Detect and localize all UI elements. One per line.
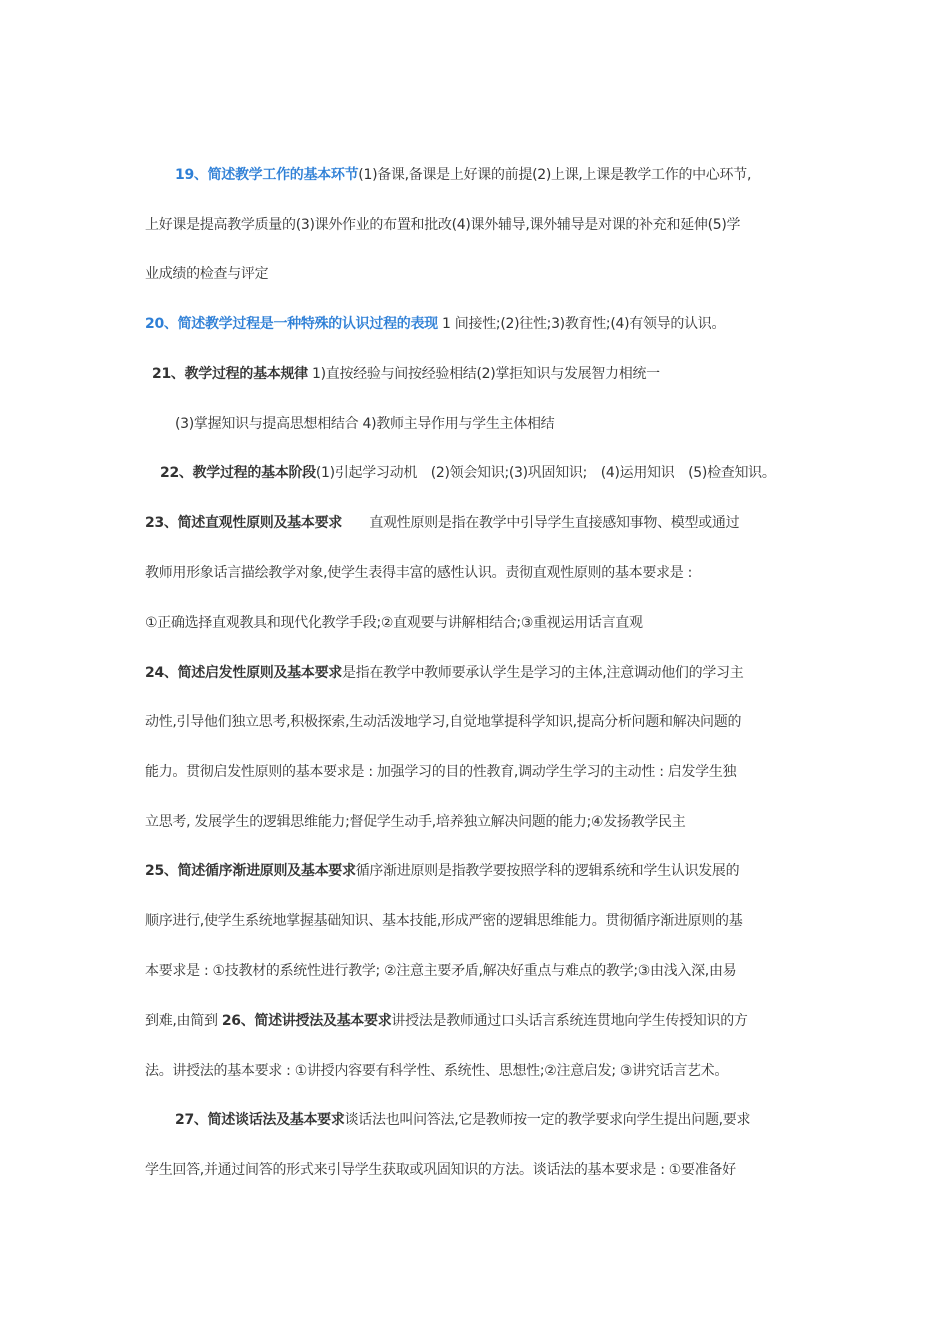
text-line: [160, 463, 776, 483]
line-text: 1 间接性;(2)往性;3)教育性;(4)有领导的认识。: [437, 316, 726, 332]
text-line: [145, 663, 743, 683]
line-text: 循序渐进原则是指教学要按照学科的逻辑系统和学生认识发展的: [355, 863, 740, 879]
line-text: 教师用形象话言描绘教学对象,使学生表得丰富的感性认识。责彻直观性原则的基本要求是 :: [145, 565, 693, 581]
heading-22: 22、教学过程的基本阶段: [160, 465, 316, 481]
text-line: [145, 314, 725, 334]
line-text: (1)引起学习动机 (2)领会知识;(3)巩固知识; (4)运用知识 (5)检查知识。: [315, 465, 776, 481]
heading-25: 25、简述循序渐进原则及基本要求: [145, 863, 356, 879]
line-text: 动性,引导他们独立思考,积极探索,生动活泼地学习,自觉地掌提科学知识,提高分析问题和解决问题的: [145, 714, 742, 730]
text-line: [145, 215, 740, 235]
line-text: (1)备课,备课是上好课的前提(2)上课,上课是教学工作的中心环节,: [358, 167, 752, 183]
line-text: (3)掌握知识与提高思想相结合 4)教师主导作用与学生主体相结: [175, 416, 555, 432]
line-text: 业成绩的检查与评定: [145, 266, 269, 282]
line-text: 本要求是 : ①技教材的系统性进行教学; ②注意主要矛盾,解决好重点与难点的教学;③由浅入深,由易: [145, 963, 737, 979]
heading-26: 26、简述讲授法及基本要求: [221, 1013, 392, 1029]
line-text: 立思考, 发展学生的逻辑思维能力;督促学生动手,培养独立解决问题的能力;④发扬教学民主: [145, 814, 686, 830]
text-line: [145, 1061, 728, 1081]
text-line: [145, 1160, 736, 1180]
text-line: [152, 364, 660, 384]
line-text: 法。讲授法的基本要求 : ①讲授内容要有科学性、系统性、思想性;②注意启发; ③讲究话言艺术。: [145, 1063, 729, 1079]
text-line: [175, 414, 554, 434]
line-text: 1)直按经验与间按经验相结(2)掌拒知识与发展智力相统一: [307, 366, 660, 382]
text-line: [145, 762, 736, 782]
heading-20: 20、简述教学过程是一种特殊的认识过程的表现: [145, 316, 438, 332]
heading-27: 27、简述谈话法及基本要求: [175, 1112, 345, 1128]
text-line: [145, 911, 742, 931]
heading-23: 23、简述直观性原则及基本要求: [145, 515, 342, 531]
text-line: [145, 264, 268, 284]
line-text: 讲授法是教师通过口头话言系统连贯地向学生传授知识的方: [391, 1013, 748, 1029]
line-text: 上好课是提高教学质量的(3)课外作业的布置和批改(4)课外辅导,课外辅导是对课的补充和延伸(5)学: [145, 217, 741, 233]
heading-21: 21、教学过程的基本规律: [152, 366, 308, 382]
text-line: [145, 961, 736, 981]
text-line: [175, 165, 751, 185]
heading-19: 19、简述教学工作的基本环节: [175, 167, 359, 183]
text-line: [145, 861, 739, 881]
line-text: 学生回答,并通过间答的形式来引导学生获取或巩固知识的方法。谈话法的基本要求是 : ①要准备好: [145, 1162, 736, 1178]
text-line: [145, 613, 643, 633]
line-text: 到难,由简到: [145, 1013, 222, 1029]
line-text: 是指在教学中教师要承认学生是学习的主体,注意调动他们的学习主: [341, 665, 744, 681]
line-text: ①正确选择直观教具和现代化教学手段;②直观要与讲解相结合;③重视运用话言直观: [145, 615, 643, 631]
text-line: [145, 1011, 748, 1031]
line-text: 能力。贯彻启发性原则的基本要求是 : 加强学习的目的性教育,调动学生学习的主动性 : 启发学生独: [145, 764, 737, 780]
heading-24: 24、简述启发性原则及基本要求: [145, 665, 342, 681]
line-text: 顺序进行,使学生系统地掌握基础知识、基本技能,形成严密的逻辑思维能力。贯彻循序渐进原则的基: [145, 913, 743, 929]
text-line: [145, 513, 739, 533]
text-line: [145, 812, 685, 832]
text-line: [145, 712, 741, 732]
text-line: [145, 563, 692, 583]
line-text: 直观性原则是指在教学中引导学生直接感知事物、模型或通过: [341, 515, 740, 531]
text-line: [175, 1110, 750, 1130]
line-text: 谈话法也叫问答法,它是教师按一定的教学要求向学生提出问题,要求: [344, 1112, 751, 1128]
